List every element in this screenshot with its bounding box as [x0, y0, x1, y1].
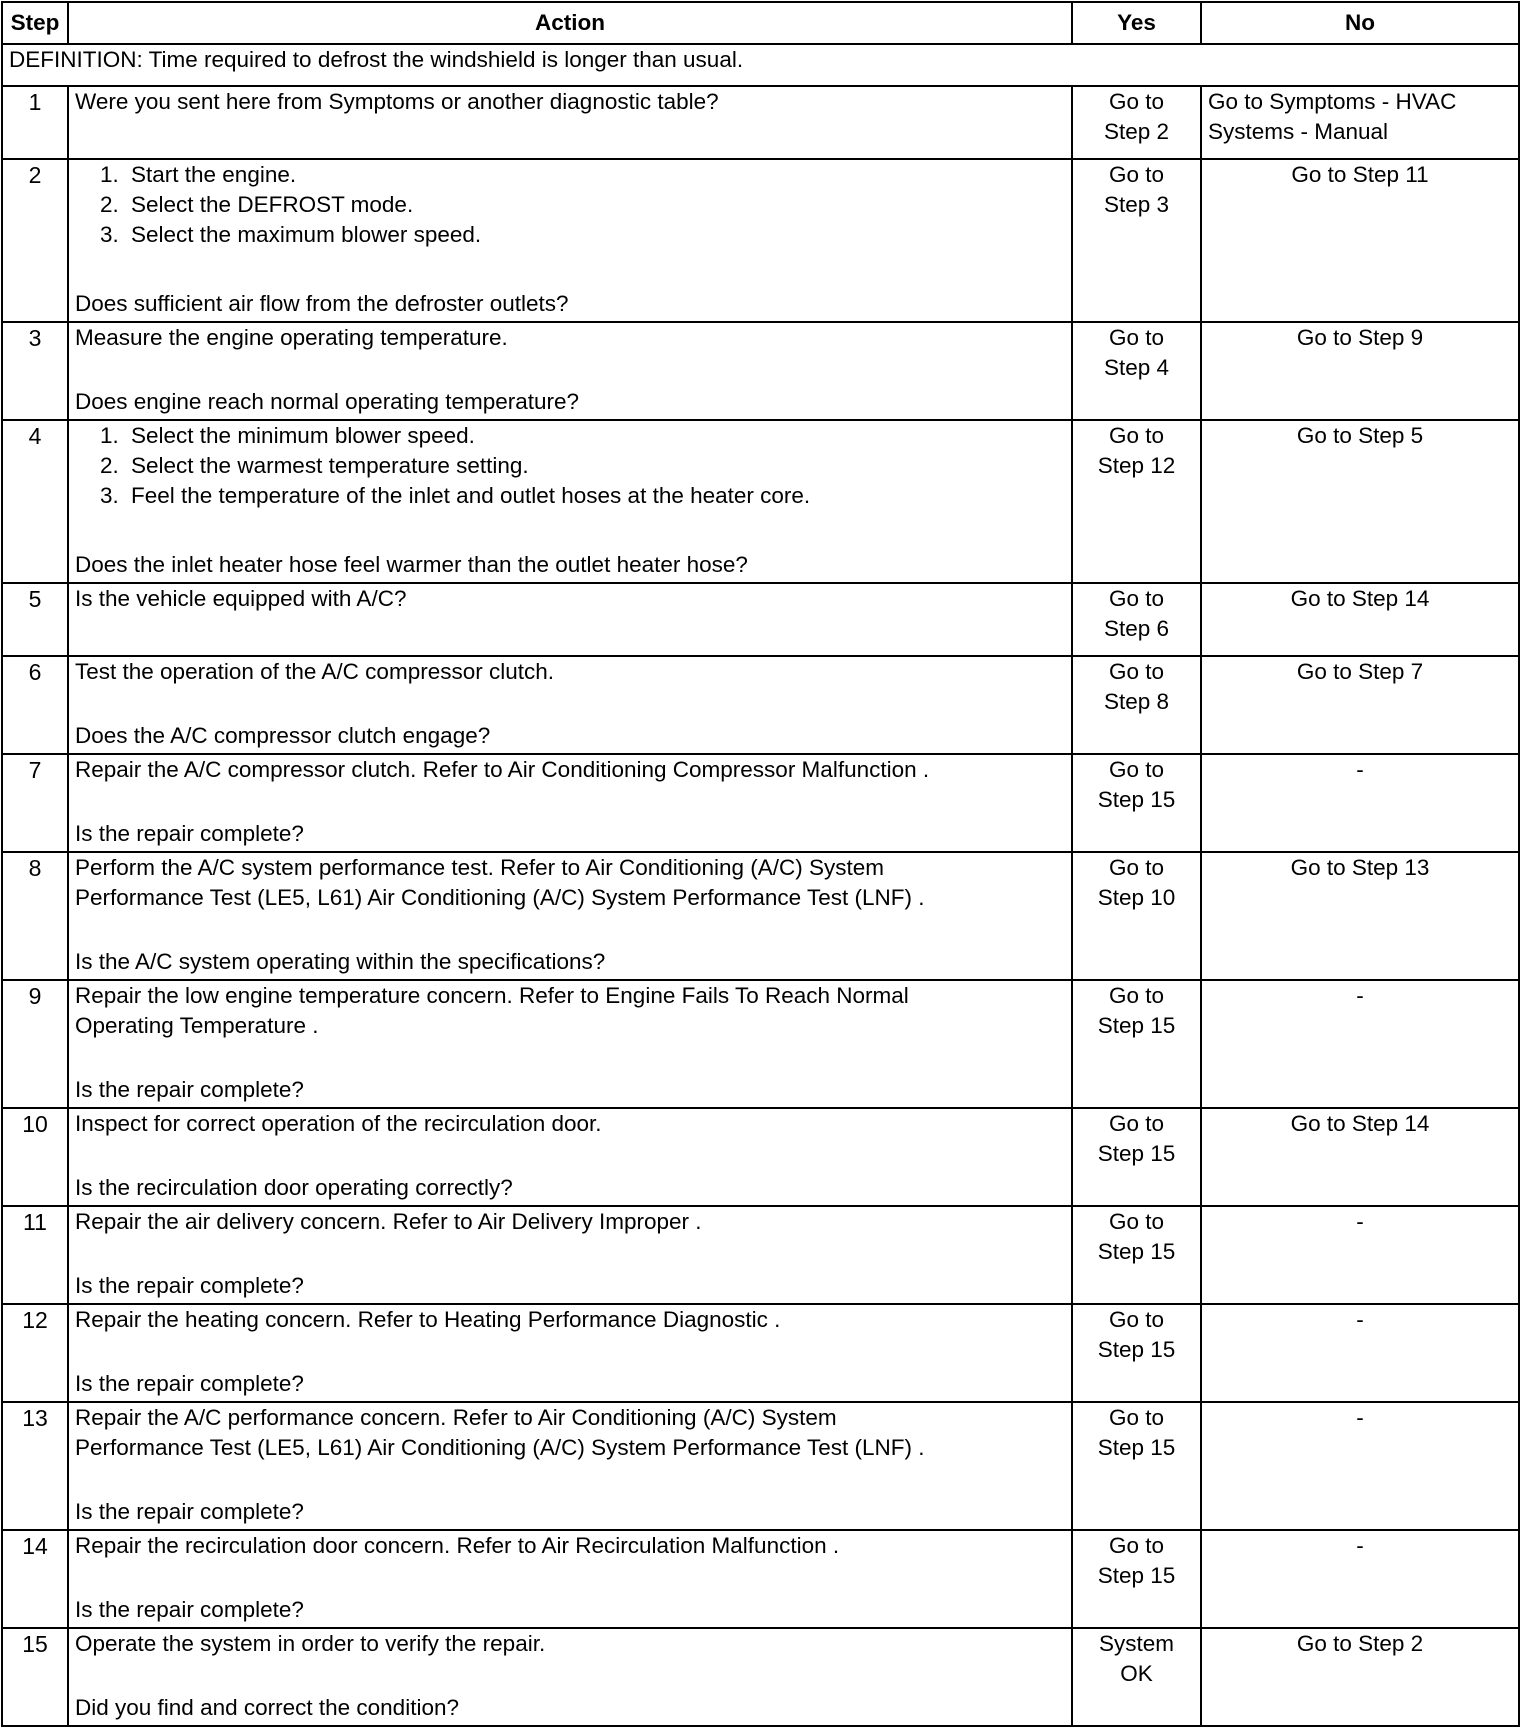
yes-cell: [1072, 1206, 1201, 1304]
action-text: Repair the A/C compressor clutch. Refer to Air Conditioning Compressor Malfunction .: [75, 757, 930, 782]
action-cell: [68, 420, 1072, 583]
yes-cell: [1072, 1628, 1201, 1726]
action-question: Does the inlet heater hose feel warmer than the outlet heater hose?: [75, 552, 748, 577]
action-step-item: 1. Select the minimum blower speed.: [125, 421, 1065, 451]
action-question: Is the repair complete?: [75, 1273, 304, 1298]
action-question: Does sufficient air flow from the defroster outlets?: [75, 291, 569, 316]
step-number: 13: [2, 1402, 68, 1530]
no-cell: -: [1201, 980, 1519, 1108]
action-cell: [68, 1530, 1072, 1628]
action-text: Is the vehicle equipped with A/C?: [75, 586, 407, 611]
yes-text: Step 15: [1097, 1141, 1176, 1166]
yes-text: Step 4: [1103, 355, 1170, 380]
action-text: Measure the engine operating temperature.: [75, 325, 508, 350]
action-question: Is the A/C system operating within the specifications?: [75, 949, 606, 974]
yes-text: Go to: [1108, 325, 1165, 350]
table-row: [2, 1108, 1519, 1206]
step-number: 5: [2, 583, 68, 656]
table-row: [2, 322, 1519, 420]
action-text: Repair the recirculation door concern. Refer to Air Recirculation Malfunction .: [75, 1533, 840, 1558]
no-cell: Go to Symptoms - HVAC Systems - Manual: [1201, 86, 1519, 159]
yes-text: Step 15: [1097, 1013, 1176, 1038]
action-text: Operate the system in order to verify the repair.: [75, 1631, 546, 1656]
action-question: Is the repair complete?: [75, 1077, 304, 1102]
action-cell: [68, 1304, 1072, 1402]
action-step-item: 3. Feel the temperature of the inlet and outlet hoses at the heater core.: [125, 481, 1065, 511]
action-steps-list: [75, 421, 1065, 511]
action-cell: [68, 1206, 1072, 1304]
step-number: 9: [2, 980, 68, 1108]
yes-text: Go to: [1108, 423, 1165, 448]
yes-cell: [1072, 86, 1201, 159]
action-cell: [68, 583, 1072, 656]
action-cell: [68, 656, 1072, 754]
no-cell: Go to Step 7: [1201, 656, 1519, 754]
table-row: [2, 420, 1519, 583]
action-cell: [68, 1628, 1072, 1726]
yes-text: Step 15: [1097, 787, 1176, 812]
yes-text: Step 15: [1097, 1435, 1176, 1460]
step-number: 15: [2, 1628, 68, 1726]
yes-text: Go to: [1108, 1533, 1165, 1558]
yes-text: Go to: [1108, 1405, 1165, 1430]
table-row: [2, 1304, 1519, 1402]
table-row: [2, 980, 1519, 1108]
action-text: Were you sent here from Symptoms or another diagnostic table?: [75, 89, 719, 114]
yes-text: Go to: [1108, 586, 1165, 611]
action-cell: [68, 86, 1072, 159]
action-cell: [68, 159, 1072, 322]
step-number: 14: [2, 1530, 68, 1628]
action-cell: [68, 980, 1072, 1108]
yes-cell: [1072, 980, 1201, 1108]
step-number: 3: [2, 322, 68, 420]
step-number: 1: [2, 86, 68, 159]
action-step-item: 2. Select the warmest temperature setting.: [125, 451, 1065, 481]
no-cell: Go to Step 11: [1201, 159, 1519, 322]
action-question: Is the repair complete?: [75, 821, 304, 846]
yes-text: Go to: [1108, 162, 1165, 187]
action-question: Is the recirculation door operating correctly?: [75, 1175, 513, 1200]
yes-cell: [1072, 852, 1201, 980]
no-cell: -: [1201, 1206, 1519, 1304]
yes-text: Step 2: [1103, 119, 1170, 144]
action-cell: [68, 1108, 1072, 1206]
header-yes: Yes: [1072, 2, 1201, 44]
action-text: Repair the low engine temperature concern. Refer to Engine Fails To Reach Normal: [75, 983, 909, 1008]
yes-text: Step 12: [1097, 453, 1176, 478]
step-number: 4: [2, 420, 68, 583]
definition-row: [2, 44, 1519, 86]
yes-text: Go to: [1108, 855, 1165, 880]
table-row: [2, 754, 1519, 852]
yes-text: Go to: [1108, 1111, 1165, 1136]
action-question: Is the repair complete?: [75, 1499, 304, 1524]
no-cell: Go to Step 14: [1201, 1108, 1519, 1206]
yes-cell: [1072, 583, 1201, 656]
table-row: [2, 86, 1519, 159]
yes-text: Step 10: [1097, 885, 1176, 910]
action-question: Is the repair complete?: [75, 1371, 304, 1396]
yes-cell: [1072, 1530, 1201, 1628]
table-row: [2, 1628, 1519, 1726]
action-question: Is the repair complete?: [75, 1597, 304, 1622]
yes-text: Go to: [1108, 1209, 1165, 1234]
step-number: 11: [2, 1206, 68, 1304]
table-row: [2, 1530, 1519, 1628]
step-number: 10: [2, 1108, 68, 1206]
no-cell: -: [1201, 1402, 1519, 1530]
yes-cell: [1072, 1402, 1201, 1530]
action-text: Inspect for correct operation of the recirculation door.: [75, 1111, 602, 1136]
yes-text: Go to: [1108, 89, 1165, 114]
step-number: 2: [2, 159, 68, 322]
table-row: [2, 656, 1519, 754]
step-number: 7: [2, 754, 68, 852]
action-step-item: 2. Select the DEFROST mode.: [125, 190, 1065, 220]
yes-text: Step 8: [1103, 689, 1170, 714]
yes-text: OK: [1120, 1661, 1153, 1686]
action-text: Perform the A/C system performance test. Refer to Air Conditioning (A/C) System: [75, 855, 885, 880]
header-action: Action: [68, 2, 1072, 44]
action-text: Operating Temperature .: [75, 1013, 319, 1038]
yes-text: System: [1098, 1631, 1174, 1656]
action-text: Test the operation of the A/C compressor clutch.: [75, 659, 554, 684]
step-number: 12: [2, 1304, 68, 1402]
no-cell: -: [1201, 754, 1519, 852]
yes-cell: [1072, 420, 1201, 583]
action-cell: [68, 852, 1072, 980]
yes-cell: [1072, 322, 1201, 420]
action-step-item: 3. Select the maximum blower speed.: [125, 220, 1065, 250]
no-cell: Go to Step 2: [1201, 1628, 1519, 1726]
action-steps-list: [75, 160, 1065, 250]
yes-text: Step 15: [1097, 1239, 1176, 1264]
table-row: [2, 1402, 1519, 1530]
action-text: Performance Test (LE5, L61) Air Conditioning (A/C) System Performance Test (LNF) .: [75, 1435, 925, 1460]
no-cell: -: [1201, 1304, 1519, 1402]
action-text: Performance Test (LE5, L61) Air Conditioning (A/C) System Performance Test (LNF) .: [75, 885, 925, 910]
table-row: [2, 852, 1519, 980]
no-cell: Go to Step 9: [1201, 322, 1519, 420]
header-step: Step: [2, 2, 68, 44]
diagnostic-table: [1, 1, 1520, 1727]
action-question: Did you find and correct the condition?: [75, 1695, 459, 1720]
action-question: Does engine reach normal operating temperature?: [75, 389, 580, 414]
no-cell: -: [1201, 1530, 1519, 1628]
yes-cell: [1072, 656, 1201, 754]
yes-cell: [1072, 1304, 1201, 1402]
yes-text: Go to: [1108, 659, 1165, 684]
yes-text: Step 15: [1097, 1337, 1176, 1362]
yes-text: Go to: [1108, 757, 1165, 782]
definition-text: DEFINITION: Time required to defrost the windshield is longer than usual.: [2, 44, 1519, 86]
yes-cell: [1072, 754, 1201, 852]
header-no: No: [1201, 2, 1519, 44]
yes-text: Step 15: [1097, 1563, 1176, 1588]
yes-text: Step 3: [1103, 192, 1170, 217]
action-question: Does the A/C compressor clutch engage?: [75, 723, 491, 748]
no-cell: Go to Step 13: [1201, 852, 1519, 980]
step-number: 6: [2, 656, 68, 754]
yes-text: Go to: [1108, 983, 1165, 1008]
no-cell: Go to Step 5: [1201, 420, 1519, 583]
action-cell: [68, 1402, 1072, 1530]
action-cell: [68, 754, 1072, 852]
header-row: [2, 2, 1519, 44]
yes-text: Step 6: [1103, 616, 1170, 641]
action-cell: [68, 322, 1072, 420]
step-number: 8: [2, 852, 68, 980]
action-text: Repair the A/C performance concern. Refer to Air Conditioning (A/C) System: [75, 1405, 837, 1430]
yes-cell: [1072, 159, 1201, 322]
action-step-item: 1. Start the engine.: [125, 160, 1065, 190]
yes-text: Go to: [1108, 1307, 1165, 1332]
yes-cell: [1072, 1108, 1201, 1206]
action-text: Repair the heating concern. Refer to Heating Performance Diagnostic .: [75, 1307, 781, 1332]
table-row: [2, 159, 1519, 322]
no-cell: Go to Step 14: [1201, 583, 1519, 656]
table-row: [2, 583, 1519, 656]
action-text: Repair the air delivery concern. Refer to Air Delivery Improper .: [75, 1209, 702, 1234]
table-row: [2, 1206, 1519, 1304]
